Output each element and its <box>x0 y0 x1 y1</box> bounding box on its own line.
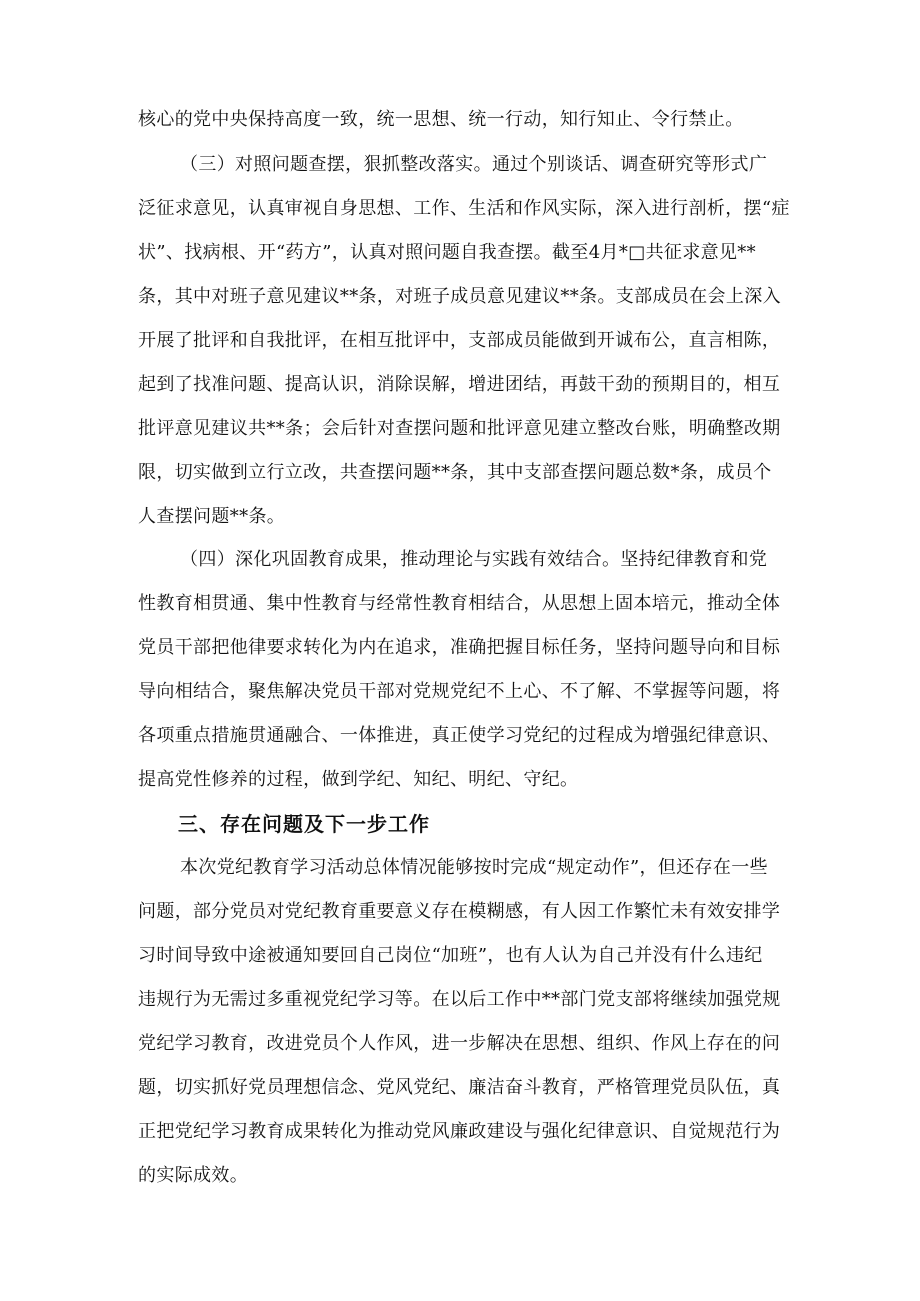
paragraph-line: 状”、找病根、开“药方”，认真对照问题自我查摆。截至4月*□共征求意见** <box>138 242 757 263</box>
paragraph-line: 题，切实抓好党员理想信念、党风党纪、廉洁奋斗教育，严格管理党员队伍，真 <box>138 1077 781 1098</box>
paragraph-line: 开展了批评和自我批评，在相互批评中，支部成员能做到开诚布公，直言相陈， <box>138 330 781 351</box>
paragraph-line: （四）深化巩固教育成果，推动理论与实践有效结合。坚持纪律教育和党 <box>180 549 768 570</box>
paragraph-line: 各项重点措施贯通融合、一体推进，真正使学习党纪的过程成为增强纪律意识、 <box>138 725 781 746</box>
paragraph-line: 的实际成效。 <box>138 1165 249 1186</box>
paragraph-line: 习时间导致中途被通知要回自己岗位“加班”，也有人认为自己并没有什么违纪 <box>138 945 763 966</box>
paragraph-line: 正把党纪学习教育成果转化为推动党风廉政建设与强化纪律意识、自觉规范行为 <box>138 1121 781 1142</box>
paragraph-line: 人查摆问题**条。 <box>138 506 286 527</box>
paragraph-line: 批评意见建议共**条；会后针对查摆问题和批评意见建立整改台账，明确整改期 <box>138 418 781 439</box>
paragraph-line: 条，其中对班子意见建议**条，对班子成员意见建议**条。支部成员在会上深入 <box>138 286 781 307</box>
section-heading: 三、存在问题及下一步工作 <box>178 812 430 836</box>
paragraph-line: 导向相结合，聚焦解决党员干部对党规党纪不上心、不了解、不掌握等问题，将 <box>138 681 781 702</box>
paragraph-line: 党纪学习教育，改进党员个人作风，进一步解决在思想、组织、作风上存在的问 <box>138 1033 781 1054</box>
paragraph-line: 性教育相贯通、集中性教育与经常性教育相结合，从思想上固本培元，推动全体 <box>138 593 781 614</box>
paragraph-line: 提高党性修养的过程，做到学纪、知纪、明纪、守纪。 <box>138 769 579 790</box>
paragraph-line: 本次党纪教育学习活动总体情况能够按时完成“规定动作”，但还存在一些 <box>180 857 768 878</box>
paragraph-line: 问题，部分党员对党纪教育重要意义存在模糊感，有人因工作繁忙未有效安排学 <box>138 901 781 922</box>
paragraph-line: 党员干部把他律要求转化为内在追求，准确把握目标任务，坚持问题导向和目标 <box>138 637 781 658</box>
paragraph-line: 泛征求意见，认真审视自身思想、工作、生活和作风实际，深入进行剖析，摆“症 <box>138 198 790 219</box>
paragraph-line: 违规行为无需过多重视党纪学习等。在以后工作中**部门党支部将继续加强党规 <box>138 989 781 1010</box>
paragraph-line: 起到了找准问题、提高认识，消除误解，增进团结，再鼓干劲的预期目的，相互 <box>138 374 781 395</box>
paragraph-line: （三）对照问题查摆，狠抓整改落实。通过个别谈话、调查研究等形式广 <box>180 154 768 175</box>
paragraph-line: 核心的党中央保持高度一致，统一思想、统一行动，知行知止、令行禁止。 <box>138 109 744 130</box>
paragraph-line: 限，切实做到立行立改，共查摆问题**条，其中支部查摆问题总数*条，成员个 <box>138 462 772 483</box>
